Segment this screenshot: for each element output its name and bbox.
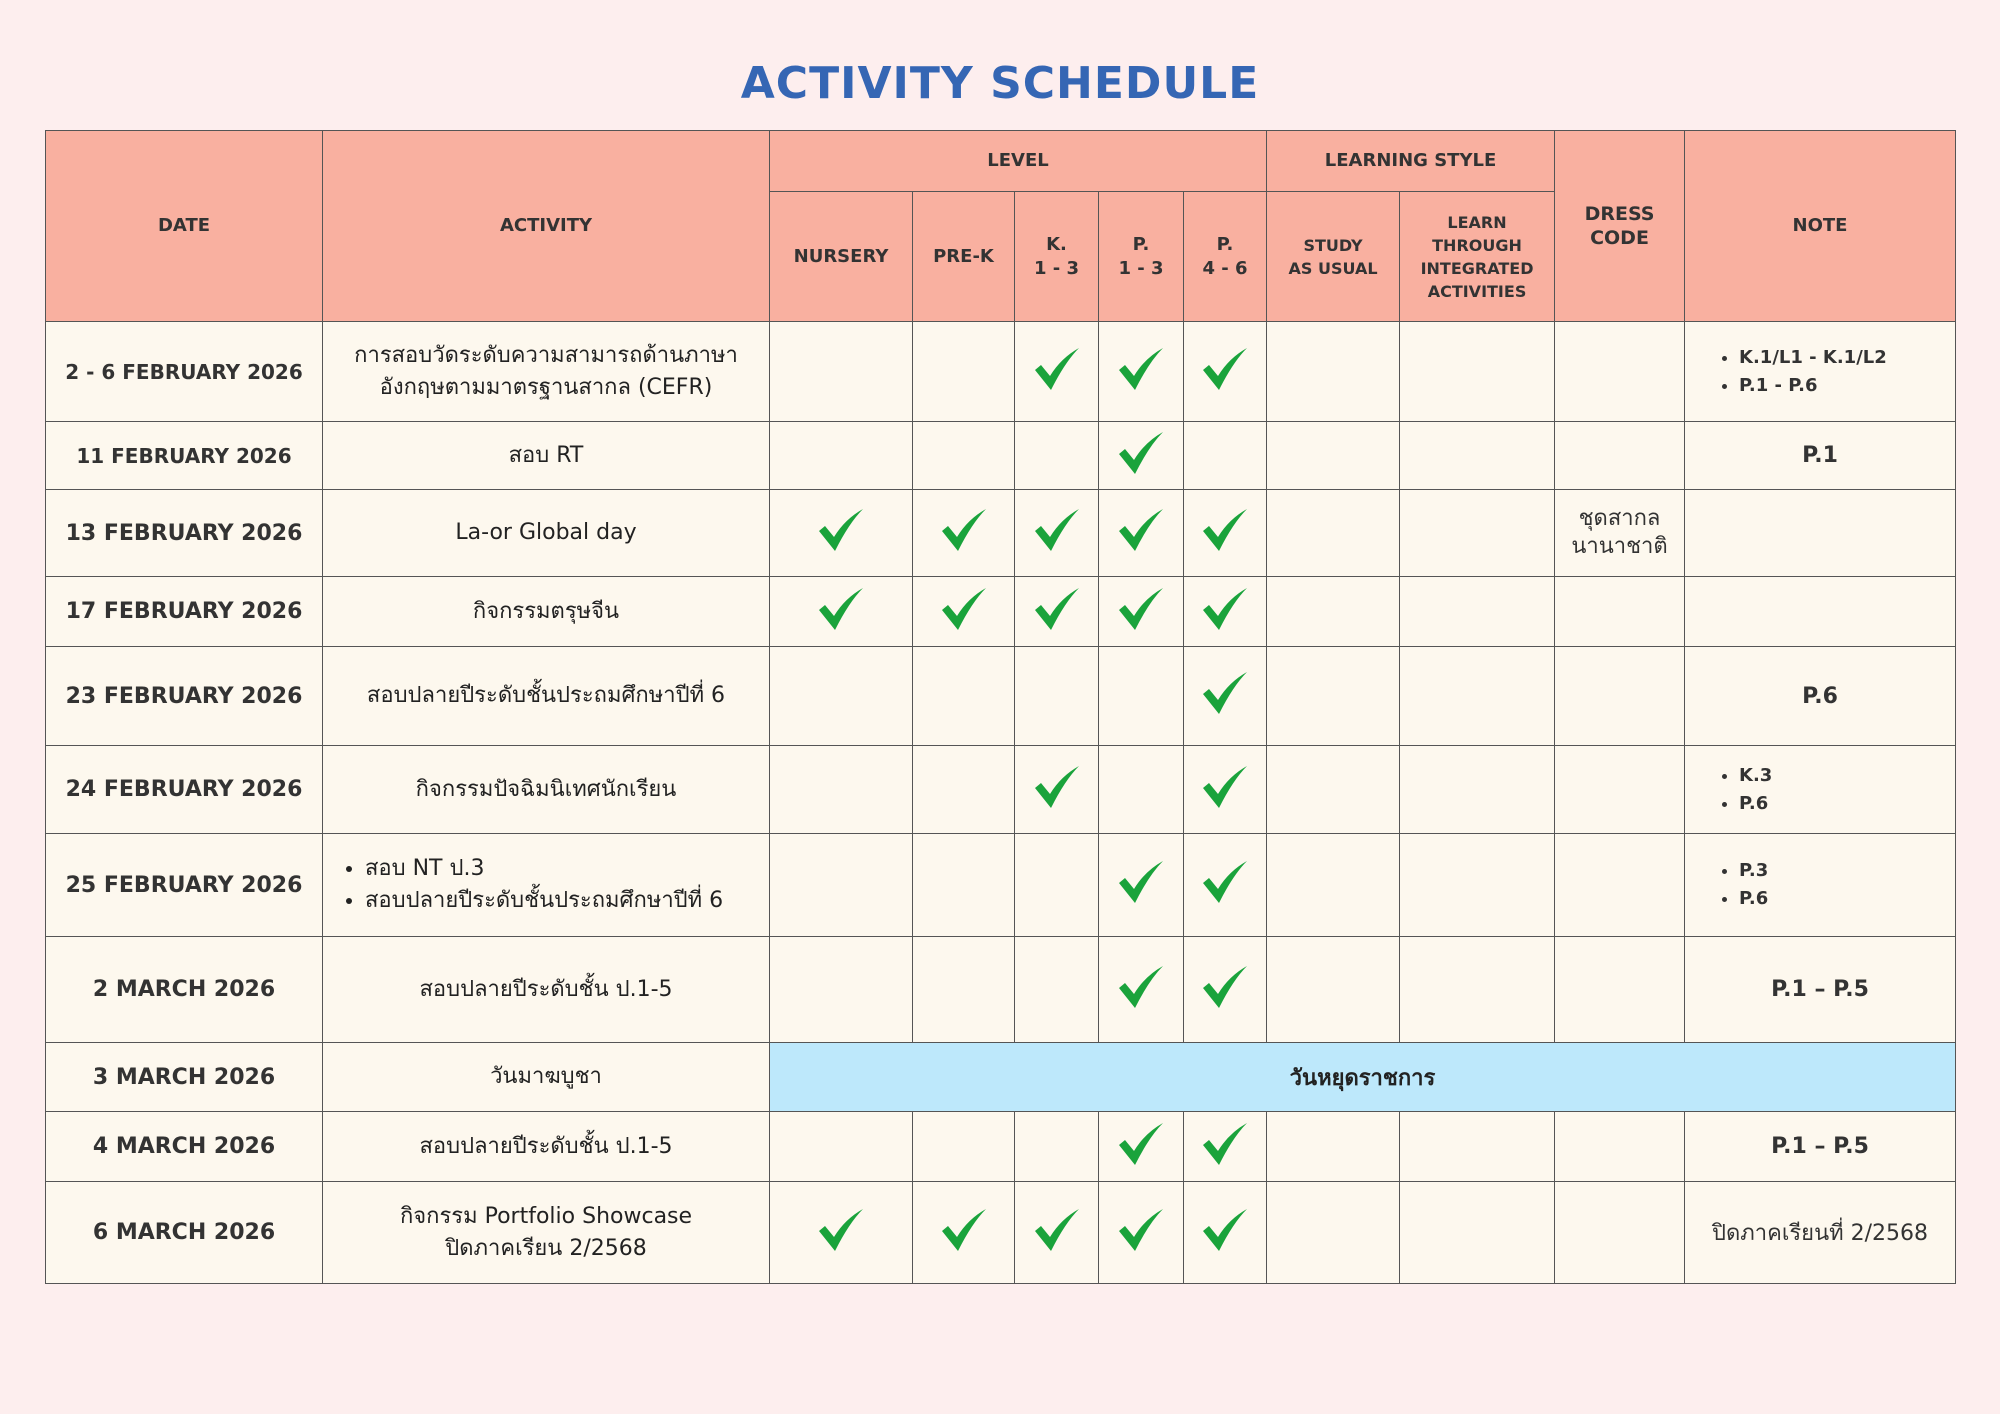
checkmark-icon (1199, 764, 1251, 810)
row-activity: กิจกรรม Portfolio Showcase ปิดภาคเรียน 2/2568 (323, 1182, 770, 1284)
checkmark-icon (938, 586, 990, 632)
row-date: 13 FEBRUARY 2026 (46, 490, 323, 577)
holiday-banner: วันหยุดราชการ (770, 1043, 1956, 1112)
table-row (46, 1182, 1956, 1284)
checkmark-icon (1115, 859, 1167, 905)
level-cell-p1-3 (1099, 1112, 1184, 1182)
row-date: 3 MARCH 2026 (46, 1043, 323, 1112)
level-cell-pre-k (913, 647, 1015, 746)
level-cell-pre-k (913, 1112, 1015, 1182)
header-pre-k: PRE-K (913, 192, 1015, 322)
level-cell-p1-3 (1099, 322, 1184, 422)
level-cell-k1-3 (1015, 422, 1099, 490)
level-cell-p4-6 (1184, 647, 1267, 746)
row-note: P.6 (1685, 647, 1956, 746)
row-note: P.1 (1685, 422, 1956, 490)
level-cell-p1-3 (1099, 647, 1184, 746)
row-date: 4 MARCH 2026 (46, 1112, 323, 1182)
checkmark-icon (1199, 859, 1251, 905)
header-learning-style: LEARNING STYLE (1267, 131, 1555, 192)
row-activity: La-or Global day (323, 490, 770, 577)
row-activity: วันมาฆบูชา (323, 1043, 770, 1112)
level-cell-p1-3 (1099, 937, 1184, 1043)
row-date: 25 FEBRUARY 2026 (46, 834, 323, 937)
header-p4-6: P. 4 - 6 (1184, 192, 1267, 322)
checkmark-icon (1199, 507, 1251, 553)
level-cell-pre-k (913, 834, 1015, 937)
level-cell-nursery (770, 1112, 913, 1182)
row-date: 2 MARCH 2026 (46, 937, 323, 1043)
checkmark-icon (1031, 1207, 1083, 1253)
checkmark-icon (938, 507, 990, 553)
checkmark-icon (1031, 764, 1083, 810)
table-row (46, 1112, 1956, 1182)
row-note: P.1 – P.5 (1685, 1112, 1956, 1182)
row-date: 17 FEBRUARY 2026 (46, 577, 323, 647)
row-activity: กิจกรรมตรุษจีน (323, 577, 770, 647)
row-note: • P.3 • P.6 (1685, 834, 1956, 937)
level-cell-nursery (770, 490, 913, 577)
table-row (46, 937, 1956, 1043)
level-cell-p4-6 (1184, 577, 1267, 647)
checkmark-icon (1115, 507, 1167, 553)
level-cell-p4-6 (1184, 1112, 1267, 1182)
level-cell-pre-k (913, 937, 1015, 1043)
row-activity: สอบปลายปีระดับชั้นประถมศึกษาปีที่ 6 (323, 647, 770, 746)
table-row (46, 647, 1956, 746)
level-cell-pre-k (913, 746, 1015, 834)
level-cell-k1-3 (1015, 322, 1099, 422)
header-note: NOTE (1685, 131, 1956, 322)
table-row (46, 577, 1956, 647)
level-cell-p1-3 (1099, 422, 1184, 490)
checkmark-icon (1115, 1121, 1167, 1167)
checkmark-icon (815, 507, 867, 553)
row-date: 24 FEBRUARY 2026 (46, 746, 323, 834)
header-dress-code: DRESS CODE (1555, 131, 1685, 322)
level-cell-k1-3 (1015, 1112, 1099, 1182)
checkmark-icon (1115, 586, 1167, 632)
level-cell-p4-6 (1184, 490, 1267, 577)
row-activity: กิจกรรมปัจฉิมนิเทศนักเรียน (323, 746, 770, 834)
checkmark-icon (1115, 1207, 1167, 1253)
level-cell-p4-6 (1184, 937, 1267, 1043)
checkmark-icon (1031, 586, 1083, 632)
header-level: LEVEL (770, 131, 1267, 192)
row-note: P.1 – P.5 (1685, 937, 1956, 1043)
level-cell-nursery (770, 1182, 913, 1284)
level-cell-pre-k (913, 322, 1015, 422)
level-cell-p4-6 (1184, 834, 1267, 937)
level-cell-p4-6 (1184, 1182, 1267, 1284)
checkmark-icon (815, 1207, 867, 1253)
level-cell-k1-3 (1015, 577, 1099, 647)
header-study-as-usual: STUDY AS USUAL (1267, 192, 1400, 322)
row-dress-code: ชุดสากล นานาชาติ (1555, 490, 1685, 577)
level-cell-k1-3 (1015, 490, 1099, 577)
level-cell-pre-k (913, 577, 1015, 647)
level-cell-nursery (770, 647, 913, 746)
checkmark-icon (1199, 670, 1251, 716)
level-cell-k1-3 (1015, 746, 1099, 834)
level-cell-p1-3 (1099, 577, 1184, 647)
checkmark-icon (1115, 964, 1167, 1010)
row-date: 23 FEBRUARY 2026 (46, 647, 323, 746)
header-nursery: NURSERY (770, 192, 913, 322)
level-cell-k1-3 (1015, 937, 1099, 1043)
checkmark-icon (815, 586, 867, 632)
table-row (46, 422, 1956, 490)
checkmark-icon (1031, 346, 1083, 392)
level-cell-nursery (770, 834, 913, 937)
level-cell-p4-6 (1184, 746, 1267, 834)
checkmark-icon (938, 1207, 990, 1253)
row-activity: สอบปลายปีระดับชั้น ป.1-5 (323, 937, 770, 1043)
header-learn-integrated: LEARN THROUGH INTEGRATED ACTIVITIES (1400, 192, 1555, 322)
level-cell-p1-3 (1099, 490, 1184, 577)
checkmark-icon (1115, 430, 1167, 476)
checkmark-icon (1031, 507, 1083, 553)
level-cell-nursery (770, 937, 913, 1043)
header-activity: ACTIVITY (323, 131, 770, 322)
level-cell-p1-3 (1099, 834, 1184, 937)
header-k1-3: K. 1 - 3 (1015, 192, 1099, 322)
level-cell-k1-3 (1015, 1182, 1099, 1284)
level-cell-p4-6 (1184, 422, 1267, 490)
level-cell-nursery (770, 746, 913, 834)
row-note: • K.3 • P.6 (1685, 746, 1956, 834)
header-p1-3: P. 1 - 3 (1099, 192, 1184, 322)
level-cell-p1-3 (1099, 746, 1184, 834)
level-cell-pre-k (913, 1182, 1015, 1284)
row-activity: สอบปลายปีระดับชั้น ป.1-5 (323, 1112, 770, 1182)
checkmark-icon (1199, 346, 1251, 392)
schedule-table (45, 130, 1956, 1284)
row-date: 11 FEBRUARY 2026 (46, 422, 323, 490)
checkmark-icon (1199, 964, 1251, 1010)
row-activity: การสอบวัดระดับความสามารถด้านภาษา อังกฤษตามมาตรฐานสากล (CEFR) (323, 322, 770, 422)
row-activity: สอบ RT (323, 422, 770, 490)
row-activity: • สอบ NT ป.3 • สอบปลายปีระดับชั้นประถมศึกษาปีที่ 6 (323, 834, 770, 937)
row-note: ปิดภาคเรียนที่ 2/2568 (1685, 1182, 1956, 1284)
checkmark-icon (1199, 1121, 1251, 1167)
level-cell-nursery (770, 577, 913, 647)
table-row (46, 322, 1956, 422)
level-cell-k1-3 (1015, 834, 1099, 937)
header-date: DATE (46, 131, 323, 322)
table-row (46, 834, 1956, 937)
table-row (46, 746, 1956, 834)
table-row (46, 490, 1956, 577)
level-cell-pre-k (913, 422, 1015, 490)
level-cell-nursery (770, 322, 913, 422)
table-row (46, 1043, 1956, 1112)
level-cell-pre-k (913, 490, 1015, 577)
row-date: 2 - 6 FEBRUARY 2026 (46, 322, 323, 422)
level-cell-p4-6 (1184, 322, 1267, 422)
page-title: ACTIVITY SCHEDULE (740, 58, 1260, 109)
level-cell-p1-3 (1099, 1182, 1184, 1284)
row-note: • K.1/L1 - K.1/L2 • P.1 - P.6 (1685, 322, 1956, 422)
level-cell-nursery (770, 422, 913, 490)
level-cell-k1-3 (1015, 647, 1099, 746)
checkmark-icon (1199, 1207, 1251, 1253)
checkmark-icon (1115, 346, 1167, 392)
row-date: 6 MARCH 2026 (46, 1182, 323, 1284)
checkmark-icon (1199, 586, 1251, 632)
